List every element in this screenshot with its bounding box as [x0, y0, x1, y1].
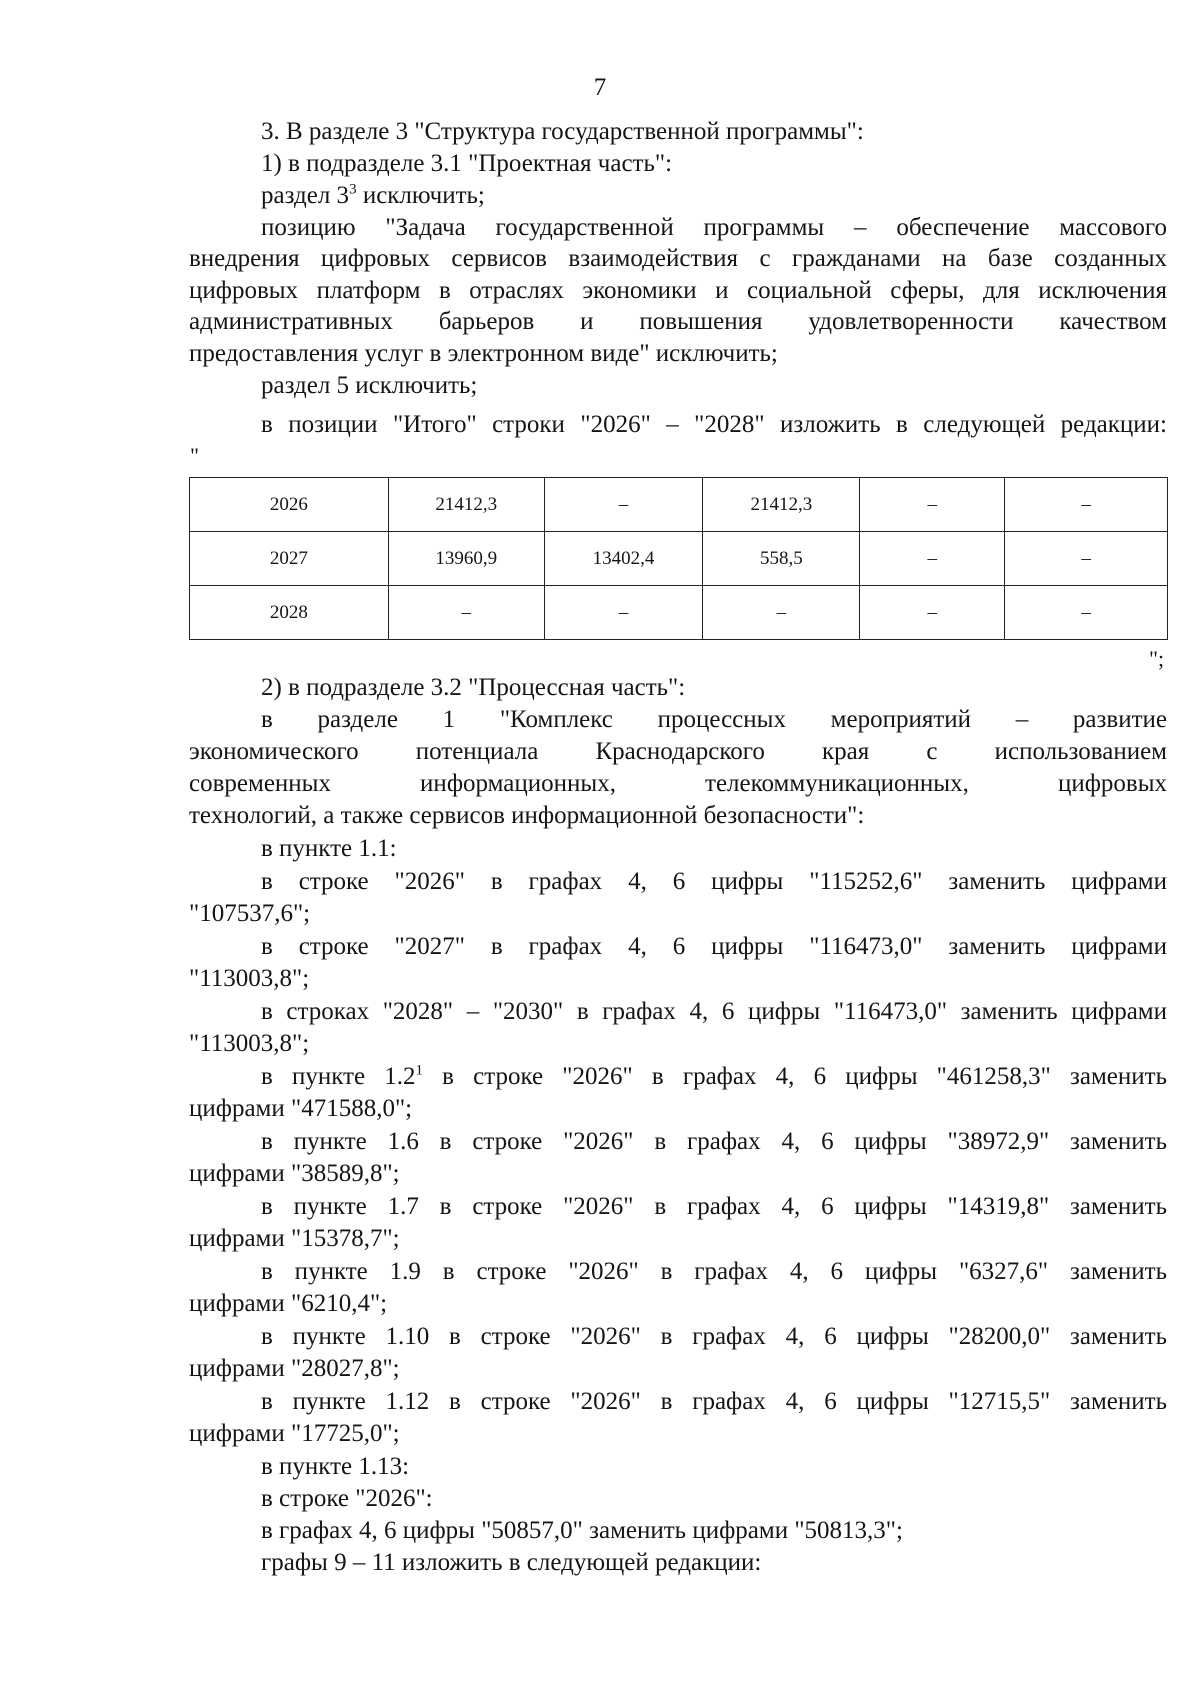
punkt-1-10-line-1: в пункте 1.10 в строке "2026" в графах 4, 6 цифры "28200,0" заменить: [261, 1323, 1167, 1350]
table-cell: –: [388, 586, 544, 640]
table-cell: –: [860, 532, 1005, 586]
table-cell: 2027: [190, 532, 389, 586]
punkt-1-2-1-line-2: цифрами "471588,0";: [189, 1095, 413, 1122]
punkt-1-2-1-sup: 1: [415, 1062, 423, 1079]
table-cell: 13960,9: [388, 532, 544, 586]
punkt-1-6-line-1: в пункте 1.6 в строке "2026" в графах 4, 6 цифры "38972,9" заменить: [261, 1128, 1167, 1155]
razdel1-line-4: технологий, а также сервисов информационной безопасности":: [189, 802, 865, 829]
table-cell: –: [1005, 532, 1168, 586]
punkt-1-9-line-1: в пункте 1.9 в строке "2026" в графах 4, 6 цифры "6327,6" заменить: [261, 1258, 1167, 1285]
punkt-1-7-line-2: цифрами "15378,7";: [189, 1225, 400, 1252]
table-row: [190, 586, 1168, 640]
punkt-1-10-line-2: цифрами "28027,8";: [189, 1355, 400, 1382]
razdel1-line-1: в разделе 1 "Комплекс процессных мероприятий – развитие: [261, 706, 1167, 733]
stroki-2028-2030-line-2: "113003,8";: [189, 1030, 310, 1057]
table-cell: 21412,3: [703, 478, 860, 532]
position-line-4: административных барьеров и повышения удовлетворенности качеством: [189, 308, 1167, 335]
punkt-1-13-grafy: в графах 4, 6 цифры "50857,0" заменить цифрами "50813,3";: [261, 1517, 903, 1544]
punkt-1-2-1-suffix: в строке "2026" в графах 4, 6 цифры "461258,3" заменить: [423, 1063, 1167, 1090]
table-cell: 21412,3: [388, 478, 544, 532]
table-cell: –: [860, 478, 1005, 532]
table-cell: –: [703, 586, 860, 640]
razdel-3-3-line: [261, 180, 485, 212]
page-number: 7: [593, 74, 607, 101]
table-cell: –: [544, 586, 703, 640]
position-line-2: внедрения цифровых сервисов взаимодействия с гражданами на базе созданных: [189, 245, 1167, 272]
position-line-3: цифровых платформ в отраслях экономики и социальной сферы, для исключения: [189, 277, 1167, 304]
table-row: [190, 478, 1168, 532]
stroka-2026-line-2: "107537,6";: [189, 900, 311, 927]
razdel1-line-2: экономического потенциала Краснодарского края с использованием: [189, 738, 1167, 765]
itogo-table: [189, 477, 1168, 640]
table-cell: –: [860, 586, 1005, 640]
punkt-1-13-last: графы 9 – 11 изложить в следующей редакции:: [261, 1549, 762, 1576]
punkt-1-13: в пункте 1.13:: [261, 1453, 410, 1480]
close-quote: ";: [1149, 646, 1165, 671]
razdel-5-line: раздел 5 исключить;: [261, 372, 478, 399]
stroka-2027-line-1: в строке "2027" в графах 4, 6 цифры "116473,0" заменить цифрами: [261, 933, 1167, 960]
punkt-1-13-stroka: в строке "2026":: [261, 1485, 433, 1512]
subsection-3-2: 2) в подразделе 3.2 "Процессная часть":: [261, 674, 686, 701]
stroka-2027-line-2: "113003,8";: [189, 965, 310, 992]
position-line-5: предоставления услуг в электронном виде" исключить;: [189, 340, 778, 367]
punkt-1-12-line-2: цифрами "17725,0";: [189, 1420, 400, 1447]
open-quote: ": [190, 443, 199, 468]
subsection-3-1: 1) в подразделе 3.1 "Проектная часть":: [261, 150, 673, 177]
razdel-3-3-suffix: исключить;: [356, 182, 485, 209]
punkt-1-12-line-1: в пункте 1.12 в строке "2026" в графах 4, 6 цифры "12715,5" заменить: [261, 1388, 1167, 1415]
section-heading: 3. В разделе 3 "Структура государственной программы":: [261, 118, 864, 145]
punkt-1-6-line-2: цифрами "38589,8";: [189, 1160, 400, 1187]
table-cell: 2026: [190, 478, 389, 532]
table-cell: 13402,4: [544, 532, 703, 586]
position-line-1: позицию "Задача государственной программы – обеспечение массового: [261, 214, 1167, 241]
table-cell: –: [1005, 586, 1168, 640]
table-row: [190, 532, 1168, 586]
punkt-1-1: в пункте 1.1:: [261, 835, 397, 862]
itogo-line: в позиции "Итого" строки "2026" – "2028" изложить в следующей редакции:: [261, 411, 1167, 438]
razdel-3-3-prefix: раздел 3: [261, 182, 350, 209]
punkt-1-9-line-2: цифрами "6210,4";: [189, 1290, 388, 1317]
razdel1-line-3: современных информационных, телекоммуникационных, цифровых: [189, 770, 1167, 797]
table-cell: 558,5: [703, 532, 860, 586]
table-cell: 2028: [190, 586, 389, 640]
punkt-1-7-line-1: в пункте 1.7 в строке "2026" в графах 4, 6 цифры "14319,8" заменить: [261, 1193, 1167, 1220]
razdel-3-3-sup: 3: [349, 181, 357, 198]
stroka-2026-line-1: в строке "2026" в графах 4, 6 цифры "115252,6" заменить цифрами: [261, 868, 1167, 895]
stroki-2028-2030-line-1: в строках "2028" – "2030" в графах 4, 6 цифры "116473,0" заменить цифрами: [261, 998, 1167, 1025]
punkt-1-2-1-prefix: в пункте 1.2: [261, 1063, 416, 1090]
punkt-1-2-1-line-1: [261, 1061, 1167, 1093]
table-cell: –: [1005, 478, 1168, 532]
table-cell: –: [544, 478, 703, 532]
